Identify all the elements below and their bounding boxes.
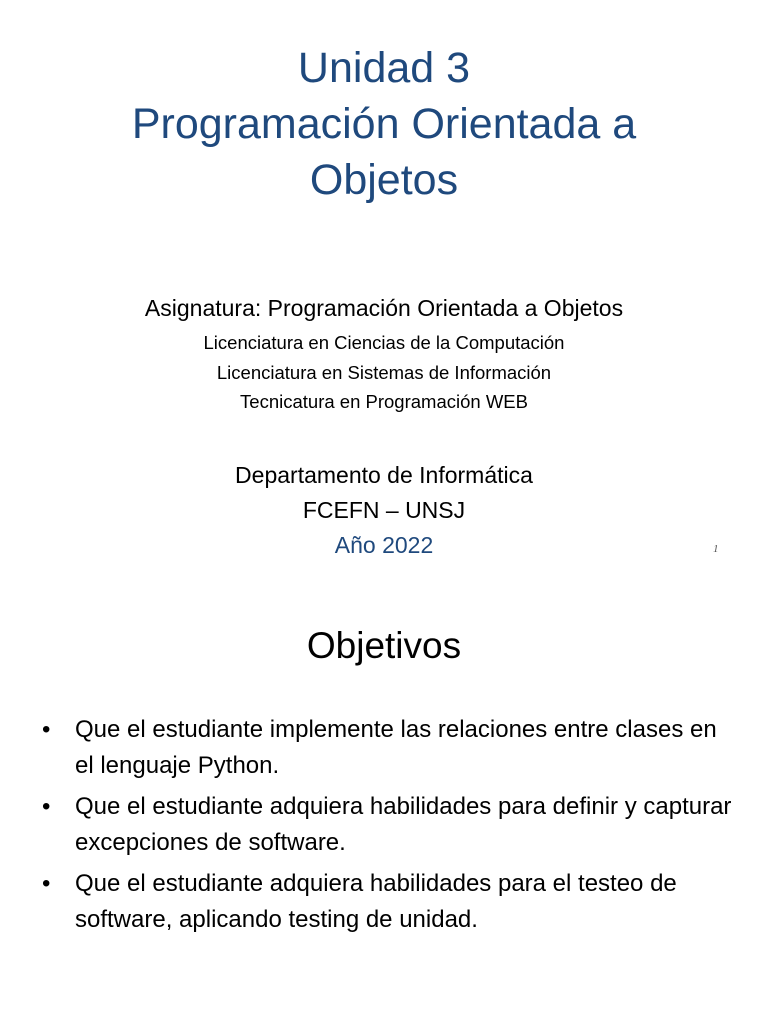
objective-text: Que el estudiante adquiera habilidades para definir y capturar excepciones de software. [75, 793, 732, 856]
objectives-title: Objetivos [306, 625, 462, 666]
title-line-course-end: Objetos [309, 156, 459, 204]
title-line-course: Programación Orientada a [131, 100, 637, 148]
list-item [40, 866, 740, 938]
subject-line: Asignatura: Programación Orientada a Objetos [144, 295, 624, 321]
objective-text: Que el estudiante adquiera habilidades para el testeo de software, aplicando testing de unidad. [75, 870, 677, 933]
year-label: Año 2022 [334, 532, 434, 558]
list-item [40, 789, 740, 861]
objectives-list [40, 712, 740, 943]
career-item-computacion: Licenciatura en Ciencias de la Computación [203, 332, 565, 353]
list-item [40, 712, 740, 784]
faculty-name: FCEFN – UNSJ [302, 497, 466, 523]
bullet-icon: • [42, 870, 51, 897]
career-item-web: Tecnicatura en Programación WEB [240, 391, 528, 412]
institution-block [0, 458, 768, 563]
cover-title [0, 40, 768, 208]
slide-objectives [0, 584, 768, 1024]
careers-list [0, 328, 768, 417]
department-name: Departamento de Informática [235, 462, 533, 488]
page-number: 1 [713, 543, 719, 555]
objective-text: Que el estudiante implemente las relaciones entre clases en el lenguaje Python. [75, 716, 717, 779]
career-item-sistemas: Licenciatura en Sistemas de Información [216, 361, 552, 383]
bullet-icon: • [42, 793, 51, 820]
bullet-icon: • [42, 716, 51, 743]
title-line-unit: Unidad 3 [297, 44, 471, 92]
